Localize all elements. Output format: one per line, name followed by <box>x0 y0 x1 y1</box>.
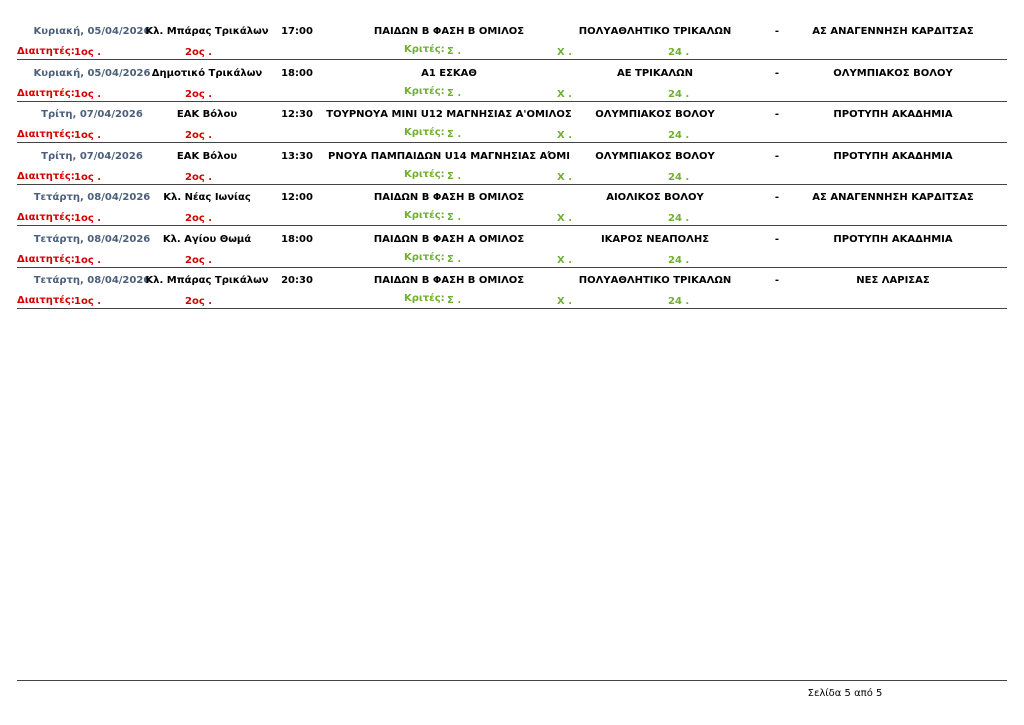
first-referee: 1ος . <box>74 47 102 58</box>
second-referee: 2ος . <box>185 88 213 100</box>
second-referee: 2ος . <box>185 213 213 224</box>
judge-24: 24 . <box>668 213 690 224</box>
match-venue: ΕΑΚ Βόλου <box>176 150 238 162</box>
match-venue: Κλ. Μπάρας Τρικάλων <box>145 26 269 37</box>
match-block <box>17 226 1007 268</box>
match-competition: ΠΑΙΔΩΝ Β ΦΑΣΗ Α ΟΜΙΛΟΣ <box>373 233 525 245</box>
referees-label: Διαιτητές: <box>17 46 75 57</box>
team-separator: - <box>774 192 780 203</box>
away-team: ΝΕΣ ΛΑΡΙΣΑΣ <box>856 275 930 286</box>
page-number: Σελίδα 5 από 5 <box>807 688 883 699</box>
match-venue: Δημοτικό Τρικάλων <box>151 67 263 79</box>
judges-label: Κριτές: <box>404 127 445 138</box>
first-referee: 1ος . <box>74 88 102 100</box>
judge-24: 24 . <box>668 296 690 307</box>
match-block <box>17 60 1007 102</box>
referees-label: Διαιτητές: <box>17 295 75 306</box>
footer-divider <box>17 680 1007 681</box>
judge-sigma: Σ . <box>447 170 462 182</box>
second-referee: 2ος . <box>185 296 213 307</box>
match-date: Τετάρτη, 08/04/2026 <box>33 233 151 245</box>
match-venue: Κλ. Αγίου Θωμά <box>162 233 252 245</box>
match-date: Τετάρτη, 08/04/2026 <box>33 192 151 203</box>
judge-sigma: Σ . <box>447 129 462 140</box>
judges-label: Κριτές: <box>404 85 445 97</box>
home-team: ΑΙΟΛΙΚΟΣ ΒΟΛΟΥ <box>606 192 704 203</box>
team-separator: - <box>774 26 780 37</box>
first-referee: 1ος . <box>74 296 102 307</box>
judges-label: Κριτές: <box>404 210 445 221</box>
match-time: 18:00 <box>281 67 313 79</box>
judge-24: 24 . <box>668 254 690 266</box>
away-team: ΑΣ ΑΝΑΓΕΝΝΗΣΗ ΚΑΡΔΙΤΣΑΣ <box>812 26 974 37</box>
match-venue: ΕΑΚ Βόλου <box>176 109 238 120</box>
away-team: ΟΛΥΜΠΙΑΚΟΣ ΒΟΛΟΥ <box>833 67 953 79</box>
match-block <box>17 184 1007 226</box>
judge-24: 24 . <box>668 47 690 58</box>
match-date: Τετάρτη, 08/04/2026 <box>33 275 151 286</box>
match-competition: Α1 ΕΣΚΑΘ <box>421 67 477 79</box>
second-referee: 2ος . <box>185 47 213 58</box>
team-separator: - <box>774 275 780 286</box>
second-referee: 2ος . <box>185 171 213 183</box>
team-separator: - <box>774 109 780 120</box>
match-time: 12:00 <box>281 192 313 203</box>
match-competition: ΤΟΥΡΝΟΥΑ ΜΙΝΙ U12 ΜΑΓΝΗΣΙΑΣ Α'ΟΜΙΛΟΣ <box>326 109 572 120</box>
judge-chi: Χ . <box>557 213 573 224</box>
match-time: 13:30 <box>281 150 313 162</box>
match-block <box>17 267 1007 309</box>
match-venue: Κλ. Νέας Ιωνίας <box>163 192 251 203</box>
home-team: ΠΟΛΥΑΘΛΗΤΙΚΟ ΤΡΙΚΑΛΩΝ <box>578 275 732 286</box>
referees-label: Διαιτητές: <box>17 212 75 223</box>
judge-24: 24 . <box>668 88 690 100</box>
match-block <box>17 18 1007 60</box>
match-date: Κυριακή, 05/04/2026 <box>33 26 151 37</box>
match-time: 18:00 <box>281 233 313 245</box>
row-divider <box>17 308 1007 309</box>
second-referee: 2ος . <box>185 130 213 141</box>
team-separator: - <box>774 67 780 79</box>
match-competition: ΠΑΙΔΩΝ Β ΦΑΣΗ Β ΟΜΙΛΟΣ <box>373 192 525 203</box>
match-date: Κυριακή, 05/04/2026 <box>33 67 151 79</box>
match-block <box>17 101 1007 143</box>
away-team: ΠΡΟΤΥΠΗ ΑΚΑΔΗΜΙΑ <box>833 233 953 245</box>
first-referee: 1ος . <box>74 213 102 224</box>
referees-label: Διαιτητές: <box>17 129 75 140</box>
judge-chi: Χ . <box>557 254 573 266</box>
home-team: ΠΟΛΥΑΘΛΗΤΙΚΟ ΤΡΙΚΑΛΩΝ <box>578 26 732 37</box>
judge-sigma: Σ . <box>447 212 462 223</box>
away-team: ΑΣ ΑΝΑΓΕΝΝΗΣΗ ΚΑΡΔΙΤΣΑΣ <box>812 192 974 203</box>
match-time: 17:00 <box>281 26 313 37</box>
first-referee: 1ος . <box>74 171 102 183</box>
home-team: ΑΕ ΤΡΙΚΑΛΩΝ <box>616 67 694 79</box>
judge-24: 24 . <box>668 171 690 183</box>
home-team: ΟΛΥΜΠΙΑΚΟΣ ΒΟΛΟΥ <box>595 150 715 162</box>
judge-sigma: Σ . <box>447 295 462 306</box>
judge-chi: Χ . <box>557 171 573 183</box>
match-competition: ΠΑΙΔΩΝ Β ΦΑΣΗ Β ΟΜΙΛΟΣ <box>373 26 525 37</box>
referees-label: Διαιτητές: <box>17 253 75 265</box>
judge-chi: Χ . <box>557 130 573 141</box>
referees-label: Διαιτητές: <box>17 170 75 182</box>
away-team: ΠΡΟΤΥΠΗ ΑΚΑΔΗΜΙΑ <box>833 150 953 162</box>
match-competition: ΡΝΟΥΑ ΠΑΜΠΑΙΔΩΝ U14 ΜΑΓΝΗΣΙΑΣ ΑΌΜΙ <box>328 150 570 162</box>
second-referee: 2ος . <box>185 254 213 266</box>
match-time: 12:30 <box>281 109 313 120</box>
judge-sigma: Σ . <box>447 87 462 99</box>
judge-sigma: Σ . <box>447 46 462 57</box>
judge-chi: Χ . <box>557 47 573 58</box>
match-time: 20:30 <box>281 275 313 286</box>
home-team: ΙΚΑΡΟΣ ΝΕΑΠΟΛΗΣ <box>600 233 710 245</box>
team-separator: - <box>774 150 780 162</box>
judges-label: Κριτές: <box>404 293 445 304</box>
judge-chi: Χ . <box>557 296 573 307</box>
referees-label: Διαιτητές: <box>17 87 75 99</box>
home-team: ΟΛΥΜΠΙΑΚΟΣ ΒΟΛΟΥ <box>595 109 715 120</box>
match-competition: ΠΑΙΔΩΝ Β ΦΑΣΗ Β ΟΜΙΛΟΣ <box>373 275 525 286</box>
judge-chi: Χ . <box>557 88 573 100</box>
match-date: Τρίτη, 07/04/2026 <box>41 150 143 162</box>
judge-24: 24 . <box>668 130 690 141</box>
match-date: Τρίτη, 07/04/2026 <box>41 109 143 120</box>
away-team: ΠΡΟΤΥΠΗ ΑΚΑΔΗΜΙΑ <box>833 109 953 120</box>
match-venue: Κλ. Μπάρας Τρικάλων <box>145 275 269 286</box>
first-referee: 1ος . <box>74 130 102 141</box>
judges-label: Κριτές: <box>404 251 445 263</box>
judges-label: Κριτές: <box>404 168 445 180</box>
match-block <box>17 143 1007 185</box>
first-referee: 1ος . <box>74 254 102 266</box>
judges-label: Κριτές: <box>404 44 445 55</box>
judge-sigma: Σ . <box>447 253 462 265</box>
team-separator: - <box>774 233 780 245</box>
